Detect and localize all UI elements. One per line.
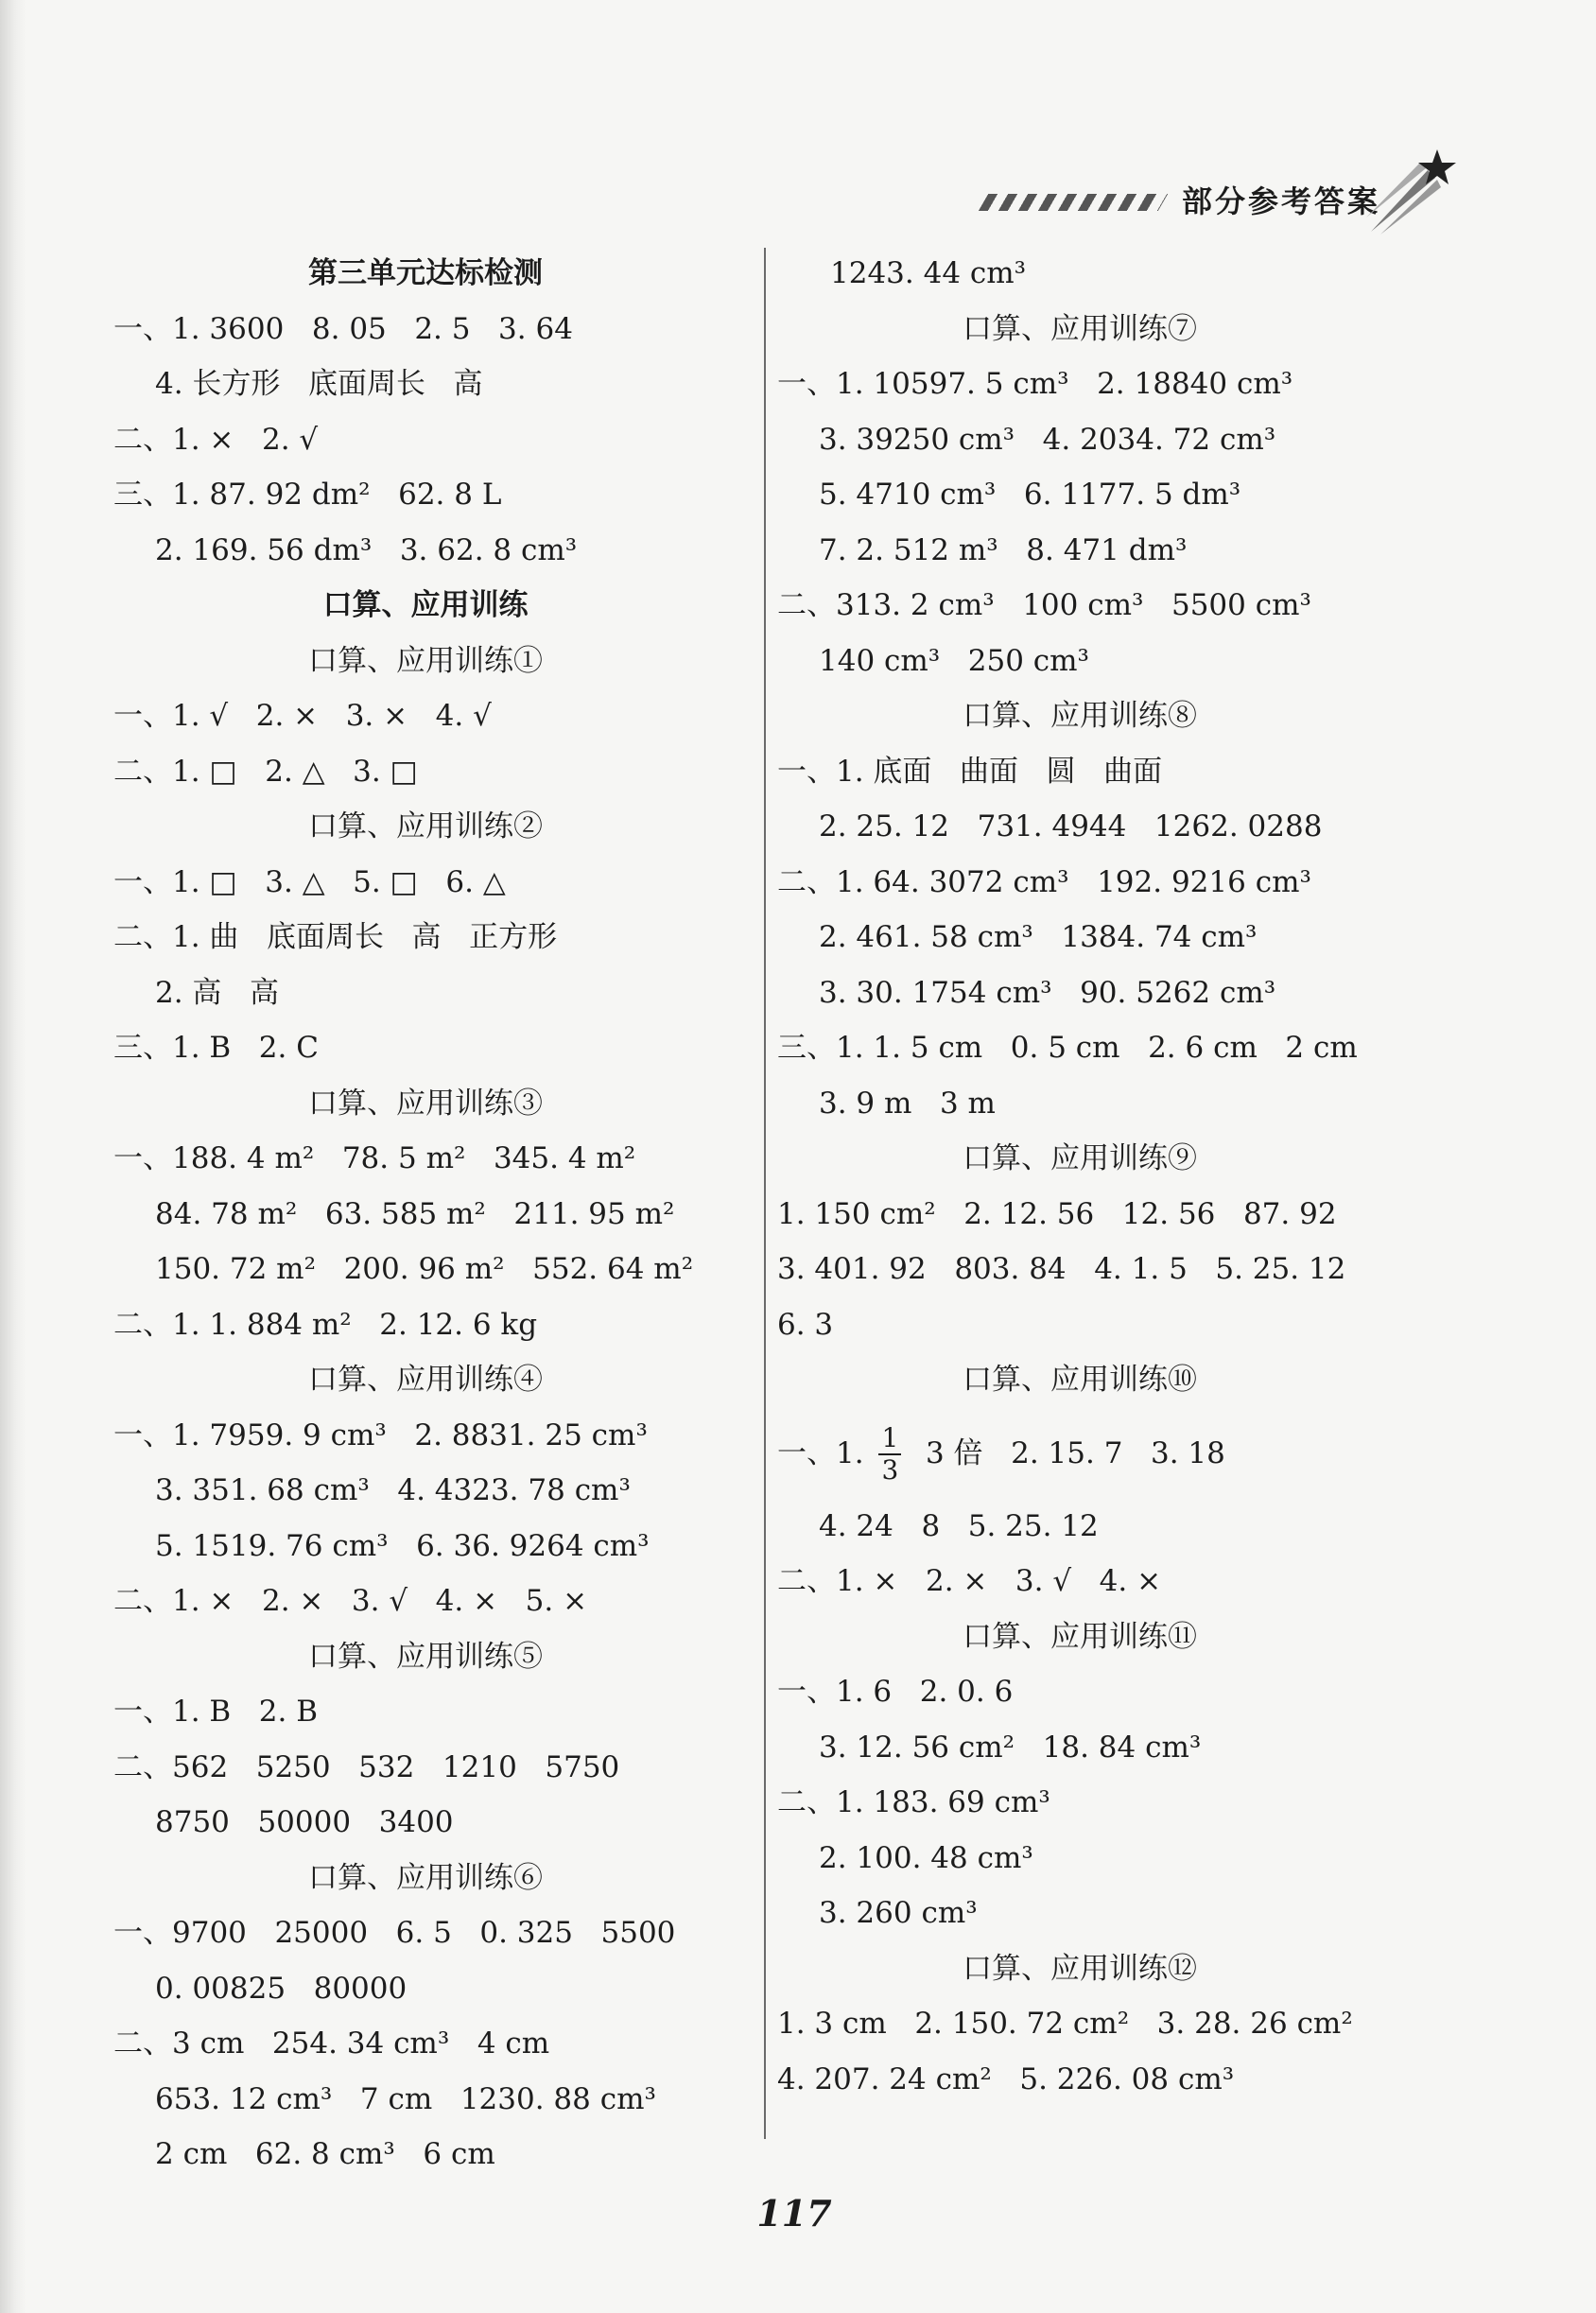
fraction-numerator: 1 [878, 1425, 901, 1455]
answer-line: 1243. 44 cm³ [830, 256, 1027, 290]
answer-line: 6. 3 [777, 1307, 834, 1342]
answer-line: 一、1. 底面 曲面 圆 曲面 [777, 754, 1163, 789]
answer-line: 3. 260 cm³ [819, 1896, 978, 1930]
answer-line: 三、1. 87. 92 dm² 62. 8 L [113, 478, 502, 512]
answer-line: 1. 3 cm 2. 150. 72 cm² 3. 28. 26 cm² [777, 2007, 1353, 2041]
section-heading: 口算、应用训练⑫ [963, 1951, 1197, 1986]
answer-line: 二、562 5250 532 1210 5750 [113, 1749, 620, 1784]
answer-column-left [113, 246, 737, 2183]
answer-line: 二、1. 1. 884 m² 2. 12. 6 kg [113, 1307, 538, 1342]
answer-line: 3. 39250 cm³ 4. 2034. 72 cm³ [819, 422, 1276, 457]
answer-line: 一、1. 6 2. 0. 6 [777, 1675, 1014, 1709]
answer-line: 3. 30. 1754 cm³ 90. 5262 cm³ [819, 975, 1276, 1010]
section-heading: 口算、应用训练② [308, 809, 543, 843]
answer-line: 2. 高 高 [155, 975, 279, 1010]
answer-line: 二、1. × 2. × 3. √ 4. × 5. × [113, 1584, 588, 1618]
answer-line: 140 cm³ 250 cm³ [819, 643, 1089, 678]
answer-text: 一、1. [777, 1435, 874, 1470]
answer-line: 二、1. × 2. × 3. √ 4. × [777, 1564, 1162, 1598]
answer-line: 8750 50000 3400 [155, 1805, 454, 1839]
fraction [878, 1422, 901, 1486]
answer-line: 一、9700 25000 6. 5 0. 325 5500 [113, 1916, 676, 1950]
answer-line: 二、1. 183. 69 cm³ [777, 1785, 1050, 1819]
answer-line: 一、1. 3600 8. 05 2. 5 3. 64 [113, 311, 573, 346]
section-heading: 口算、应用训练⑥ [308, 1860, 543, 1895]
answer-line: 二、1. □ 2. △ 3. □ [113, 754, 418, 789]
answer-line: 一、1. □ 3. △ 5. □ 6. △ [113, 864, 506, 899]
answer-line: 4. 长方形 底面周长 高 [155, 367, 483, 401]
answer-line: 2. 461. 58 cm³ 1384. 74 cm³ [819, 920, 1258, 954]
answer-column-right [777, 246, 1382, 2107]
answer-line: 一、188. 4 m² 78. 5 m² 345. 4 m² [113, 1141, 636, 1175]
answer-line: 3. 12. 56 cm² 18. 84 cm³ [819, 1730, 1202, 1765]
answer-line: 84. 78 m² 63. 585 m² 211. 95 m² [155, 1196, 675, 1231]
answer-line: 二、3 cm 254. 34 cm³ 4 cm [113, 2026, 550, 2061]
fraction-denominator: 3 [881, 1454, 899, 1486]
answer-line: 3. 401. 92 803. 84 4. 1. 5 5. 25. 12 [777, 1252, 1346, 1286]
answer-line: 4. 207. 24 cm² 5. 226. 08 cm³ [777, 2061, 1235, 2096]
answer-line: 2. 100. 48 cm³ [819, 1840, 1033, 1875]
answer-line: 二、313. 2 cm³ 100 cm³ 5500 cm³ [777, 588, 1311, 622]
answer-line: 三、1. 1. 5 cm 0. 5 cm 2. 6 cm 2 cm [777, 1031, 1358, 1065]
section-heading: 口算、应用训练⑧ [963, 699, 1197, 733]
answer-line: 150. 72 m² 200. 96 m² 552. 64 m² [155, 1252, 694, 1286]
section-heading: 口算、应用训练⑪ [963, 1619, 1197, 1654]
answer-line: 三、1. B 2. C [113, 1031, 319, 1065]
answer-line: 一、1. B 2. B [113, 1695, 318, 1729]
section-heading: 口算、应用训练⑦ [963, 311, 1197, 346]
answer-line: 3. 351. 68 cm³ 4. 4323. 78 cm³ [155, 1473, 631, 1507]
answer-line: 2 cm 62. 8 cm³ 6 cm [155, 2137, 495, 2171]
answer-line: 一、1. √ 2. × 3. × 4. √ [113, 699, 492, 733]
answer-line: 一、1. 10597. 5 cm³ 2. 18840 cm³ [777, 367, 1293, 401]
answer-line: 二、1. × 2. √ [113, 422, 319, 457]
page-edge-shadow [0, 0, 26, 2313]
section-heading: 口算、应用训练④ [308, 1363, 543, 1397]
answer-line: 5. 4710 cm³ 6. 1177. 5 dm³ [819, 478, 1241, 512]
answer-line: 二、1. 曲 底面周长 高 正方形 [113, 920, 558, 954]
page-header [983, 142, 1437, 227]
column-divider [764, 248, 766, 2139]
header-title: 部分参考答案 [1182, 183, 1381, 219]
answer-line: 5. 1519. 76 cm³ 6. 36. 9264 cm³ [155, 1528, 650, 1563]
page-number: 117 [756, 2192, 832, 2235]
header-dot-ornament [979, 194, 1168, 211]
answer-line: 1. 150 cm² 2. 12. 56 12. 56 87. 92 [777, 1196, 1337, 1231]
section-heading: 口算、应用训练⑤ [308, 1639, 543, 1674]
section-heading: 口算、应用训练⑩ [963, 1363, 1197, 1397]
section-heading: 第三单元达标检测 [308, 256, 543, 290]
answer-line: 二、1. 64. 3072 cm³ 192. 9216 cm³ [777, 864, 1311, 899]
shooting-star-icon [1362, 142, 1466, 236]
section-heading: 口算、应用训练⑨ [963, 1141, 1197, 1175]
answer-line: 7. 2. 512 m³ 8. 471 dm³ [819, 532, 1188, 567]
answer-line: 2. 25. 12 731. 4944 1262. 0288 [819, 809, 1323, 843]
answer-line: 3. 9 m 3 m [819, 1086, 996, 1121]
answer-text: 3 倍 2. 15. 7 3. 18 [907, 1435, 1225, 1470]
answer-line: 一、1. 7959. 9 cm³ 2. 8831. 25 cm³ [113, 1417, 648, 1452]
section-heading: 口算、应用训练 [322, 588, 529, 622]
answer-line: 653. 12 cm³ 7 cm 1230. 88 cm³ [155, 2081, 656, 2116]
answer-line: 0. 00825 80000 [155, 1971, 408, 2006]
answer-line-fraction [777, 1408, 1382, 1499]
section-heading: 口算、应用训练① [308, 643, 543, 678]
answer-line: 4. 24 8 5. 25. 12 [819, 1508, 1099, 1543]
section-heading: 口算、应用训练③ [308, 1086, 543, 1121]
answer-line: 2. 169. 56 dm³ 3. 62. 8 cm³ [155, 532, 578, 567]
